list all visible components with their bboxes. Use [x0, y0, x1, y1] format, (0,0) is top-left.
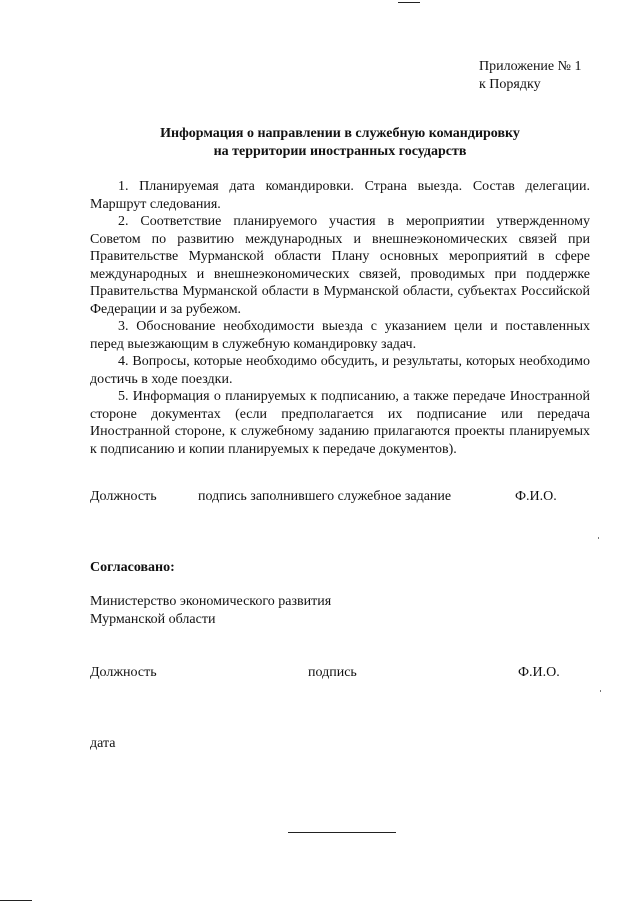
- paragraph-3: 3. Обоснование необходимости выезда с указанием цели и поставленных перед выезжающим в служебную командировку задач.: [90, 319, 590, 352]
- position-label: Должность: [90, 489, 157, 504]
- signature-label: подпись заполнившего служебное задание: [198, 489, 452, 504]
- title-line-2: на территории иностранных государств: [213, 144, 467, 159]
- bottom-separator-line: [288, 832, 396, 833]
- top-scan-line: [398, 2, 420, 3]
- scan-speck: [598, 537, 599, 539]
- document-body: [90, 178, 590, 458]
- ministry-line-2: Мурманской области: [90, 612, 216, 627]
- position-label: Должность: [90, 665, 157, 680]
- paragraph-5: 5. Информация о планируемых к подписанию, а также передаче Иностранной стороне документах (если предполагается их подписание или передача Иностранной стороне, к служебному заданию прилагаются проекты планируемых к подписанию и копии планируемых к передаче документов).: [90, 389, 590, 457]
- full-name-label: Ф.И.О.: [518, 665, 560, 680]
- agreed-heading: Согласовано:: [90, 560, 175, 575]
- document-title: [90, 125, 590, 161]
- paragraph-1: 1. Планируемая дата командировки. Страна выезда. Состав делегации. Маршрут следования.: [90, 179, 590, 212]
- appendix-note: [479, 58, 582, 94]
- ministry-name: [90, 593, 331, 629]
- scan-speck: [600, 690, 601, 692]
- paragraph-4: 4. Вопросы, которые необходимо обсудить, и результаты, которых необходимо достичь в ходе поездки.: [90, 354, 590, 387]
- full-name-label: Ф.И.О.: [515, 489, 557, 504]
- corner-scan-line: [0, 900, 32, 901]
- signature-label: подпись: [308, 665, 357, 680]
- appendix-reference: к Порядку: [479, 77, 541, 92]
- ministry-line-1: Министерство экономического развития: [90, 594, 332, 609]
- paragraph-2: 2. Соответствие планируемого участия в мероприятии утвержденному Советом по развитию международных и внешнеэкономических связей при Правительстве Мурманской области Плану основных мероприятий в сфере международных и внешнеэкономических связей, проводимых при поддержке Правительства Мурманской области в Мурманской области, субъектах Российской Федерации и за рубежом.: [90, 214, 590, 317]
- date-label: дата: [90, 736, 116, 751]
- title-line-1: Информация о направлении в служебную командировку: [160, 126, 520, 141]
- appendix-number: Приложение № 1: [479, 59, 582, 74]
